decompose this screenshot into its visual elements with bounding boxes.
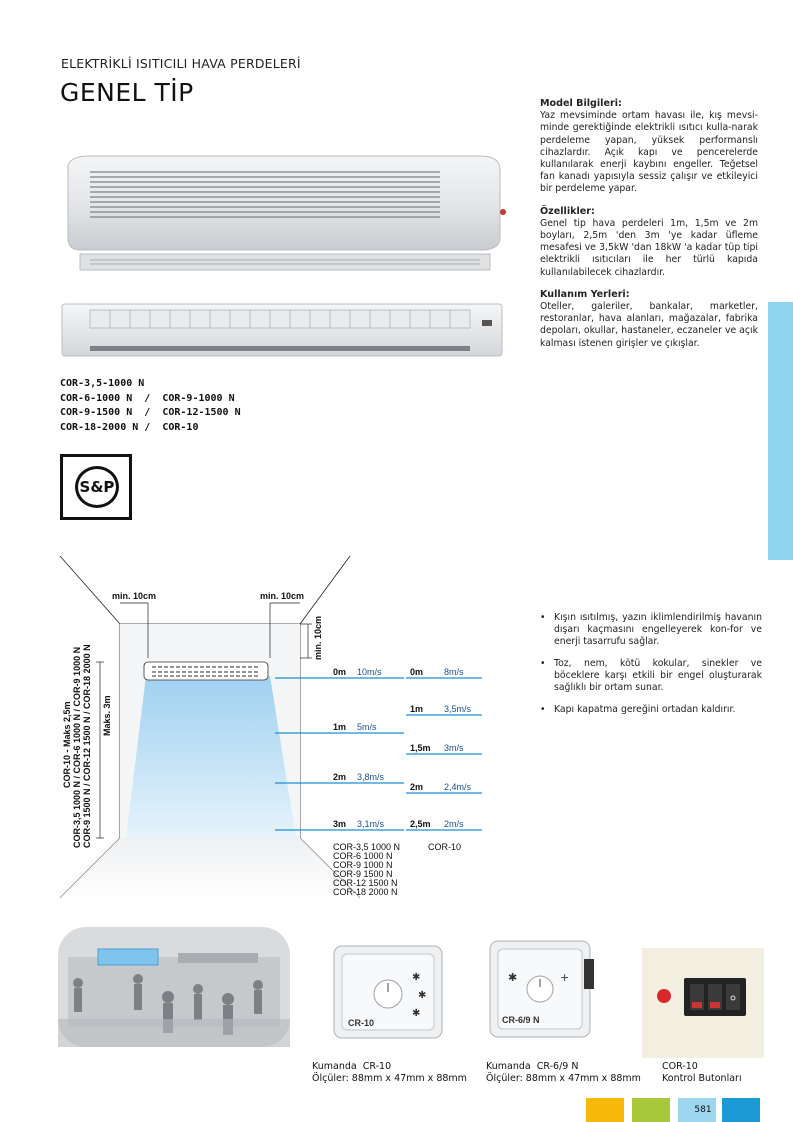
distance-label: 1m <box>410 704 424 714</box>
max-height-models-1: COR-3,5 1000 N / COR-6 1000 N / COR-9 1000 N <box>72 646 82 848</box>
cr10-caption <box>312 1061 467 1084</box>
model-line: COR-18-2000 N / COR-10 <box>60 421 199 433</box>
velocity-label: 8m/s <box>444 667 464 677</box>
svg-text:✱: ✱ <box>418 990 427 1001</box>
brand-logo <box>60 454 132 520</box>
usage-text: Oteller, galeriler, bankalar, marketler, restoranlar, hava alanları, mağazalar, fabrika depoları, okullar, hastaneler, eczaneler ve açık kalması istenen girişler ve çıkışlar. <box>540 301 758 349</box>
model-info-heading: Model Bilgileri: <box>540 98 622 109</box>
features-text: Genel tip hava perdeleri 1m, 1,5m ve 2m boyları, 2,5m 'den 3m 'ye kadar üfleme mesafesi ve 3,5kW 'dan 18kW 'a kadar tüp tipi elektrikli ısıtıcıları ile her türlü kapıda kullanılabilecek cihazlardır. <box>540 217 758 278</box>
cor10-buttons-image <box>642 948 764 1058</box>
col1-model: COR-9 1500 N <box>333 869 393 879</box>
features-heading: Özellikler: <box>540 205 595 217</box>
col2-model: COR-10 <box>428 842 462 852</box>
usage-illustration <box>58 927 290 1047</box>
velocity-label: 2m/s <box>444 819 464 829</box>
col1-model: COR-9 1000 N <box>333 860 393 870</box>
velocity-label: 5m/s <box>357 722 377 732</box>
cr10-caption-dims: Ölçüler: 88mm x 47mm x 88mm <box>312 1072 467 1084</box>
velocity-label: 3m/s <box>444 743 464 753</box>
page-number: 581 <box>694 1105 712 1115</box>
benefit-list <box>540 612 762 726</box>
col1-model: COR-6 1000 N <box>333 851 393 861</box>
distance-label: 2m <box>333 772 347 782</box>
cr10-panel-label: CR-10 <box>348 1018 375 1028</box>
model-info-text: Yaz mevsiminde ortam havası ile, kış mevsi-minde gerektiğinde elektrikli ısıtıcı kulla-narak perdeleme yapan, yüksek performanslı cihazlardır. Açık kapı ve pencerelerde kullanılarak enerji kaybını engeller. Teğetsel fan kanadı yapısıyla sessiz çalışır ve etkileyici bir perdeleme yapar. <box>540 110 758 195</box>
velocity-label: 3,5m/s <box>444 704 472 714</box>
model-line: COR-6-1000 N / COR-9-1000 N <box>60 392 235 404</box>
svg-text:+: + <box>560 971 570 984</box>
min-clearance-right: min. 10cm <box>260 591 305 601</box>
svg-text:✱: ✱ <box>508 971 518 984</box>
model-line: COR-9-1500 N / COR-12-1500 N <box>60 407 241 418</box>
distance-label: 0m <box>410 667 424 677</box>
distance-label: 2m <box>410 782 424 792</box>
model-line: COR-3,5-1000 N <box>60 378 145 389</box>
installation-diagram <box>50 548 520 920</box>
svg-text:✱: ✱ <box>412 972 421 983</box>
distance-label: 2,5m <box>410 819 431 829</box>
brand-logo-mark: S&P <box>75 466 119 508</box>
section-kicker: ELEKTRİKLİ ISITICILI HAVA PERDELERİ <box>61 56 301 71</box>
velocity-label: 3,8m/s <box>357 772 385 782</box>
velocity-label: 2,4m/s <box>444 782 472 792</box>
velocity-lines-col2 <box>406 667 482 830</box>
min-clearance-vertical: min. 10cm <box>313 615 323 660</box>
footer-swatch-green <box>632 1098 670 1122</box>
distance-label: 1,5m <box>410 743 431 753</box>
cr69-caption-dims: Ölçüler: 88mm x 47mm x 88mm <box>486 1072 641 1084</box>
cr69-caption-title: Kumanda CR-6/9 N <box>486 1061 579 1072</box>
cr69-caption <box>486 1061 641 1084</box>
svg-text:✱: ✱ <box>412 1008 421 1019</box>
distance-label: 3m <box>333 819 347 829</box>
model-list <box>60 377 241 435</box>
air-curtain-image-slim <box>60 300 510 362</box>
max-height-label: Maks. 3m <box>102 695 112 736</box>
controller-cr10-image <box>328 940 448 1044</box>
benefit-item: • Kışın ısıtılmış, yazın iklimlendirilmiş havanın dışarı kaçmasını engelleyerek kon-for ve enerji tasarrufu sağlar. <box>540 612 762 648</box>
cr10-caption-title: Kumanda CR-10 <box>312 1061 392 1072</box>
controller-cr69-image <box>484 935 604 1045</box>
cor10-caption-title: COR-10 <box>662 1061 698 1072</box>
velocity-label: 10m/s <box>357 667 382 677</box>
col1-model: COR-3,5 1000 N <box>333 842 401 852</box>
cor10-caption <box>662 1061 742 1084</box>
benefit-item: • Toz, nem, kötü kokular, sinekler ve böceklere karşı etkili bir engel oluşturarak sağlıklı bir ortam sunar. <box>540 658 762 694</box>
col1-model: COR-12 1500 N <box>333 878 398 888</box>
distance-label: 1m <box>333 722 347 732</box>
footer-swatch-blue <box>722 1098 760 1122</box>
usage-heading: Kullanım Yerleri: <box>540 288 630 300</box>
max-height-label-cor10: COR-10 - Maks 2,5m <box>62 701 72 788</box>
page-title: GENEL TİP <box>60 78 194 107</box>
footer-swatch-yellow <box>586 1098 624 1122</box>
cr69-panel-label: CR-6/9 N <box>502 1015 540 1025</box>
distance-label: 0m <box>333 667 347 677</box>
airflow-area <box>126 676 296 838</box>
product-info <box>540 98 758 360</box>
side-tab-marker <box>768 302 793 560</box>
min-clearance-left: min. 10cm <box>112 591 157 601</box>
cor10-caption-sub: Kontrol Butonları <box>662 1072 742 1084</box>
curtain-unit <box>144 662 268 680</box>
air-curtain-image-large <box>60 150 510 275</box>
velocity-label: 3,1m/s <box>357 819 385 829</box>
benefit-item: • Kapı kapatma gereğini ortadan kaldırır. <box>540 704 762 716</box>
col1-model: COR-18 2000 N <box>333 887 398 897</box>
max-height-models-2: COR-9 1500 N / COR-12 1500 N / COR-18 2000 N <box>82 644 92 848</box>
